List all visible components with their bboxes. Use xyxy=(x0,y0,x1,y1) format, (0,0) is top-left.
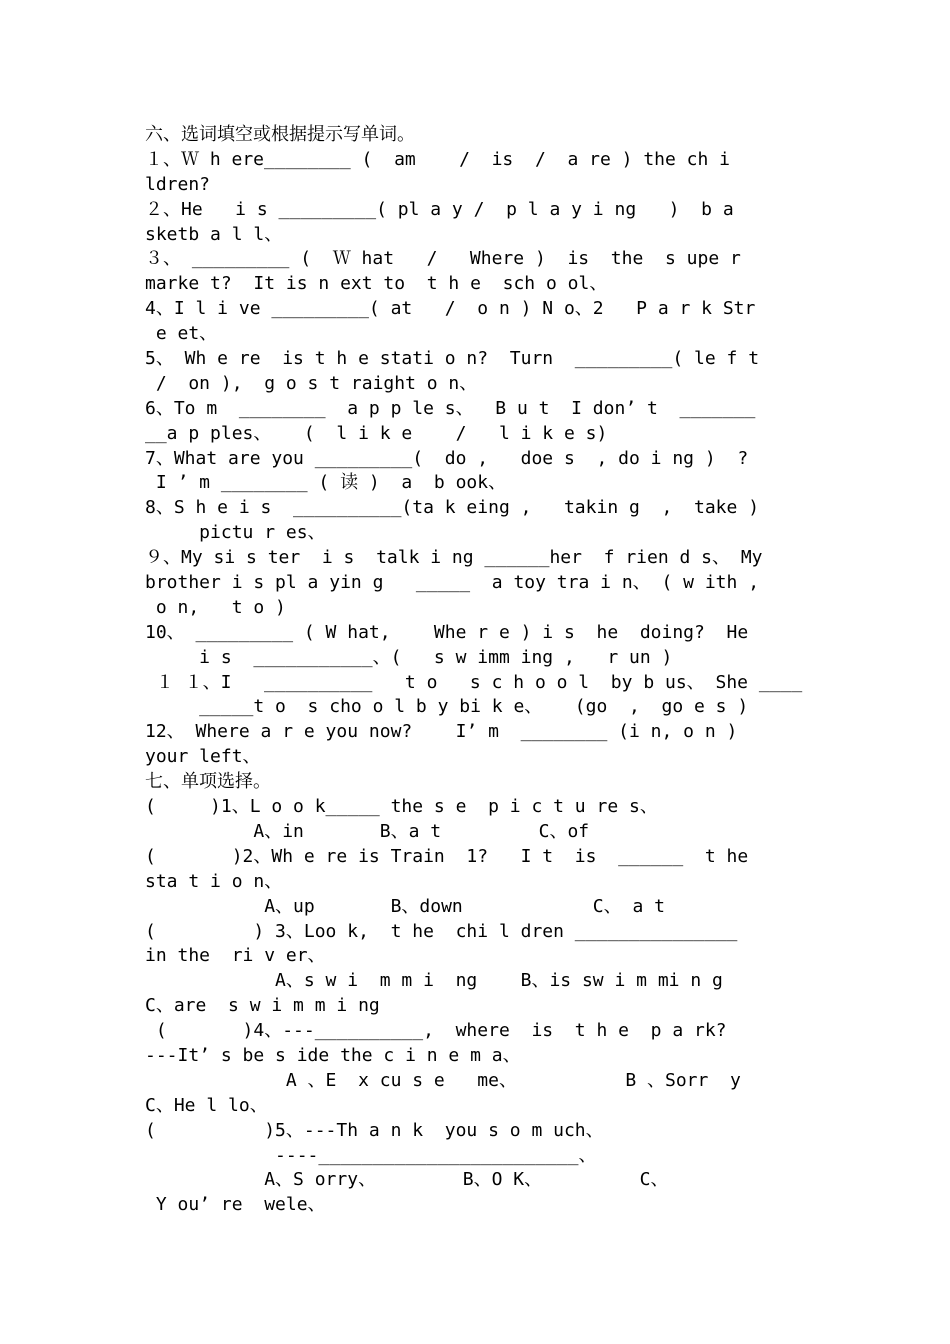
choice-1-question: ( )1、L o o k_____ the s e p i c t u re s、 xyxy=(145,796,658,818)
question-7-line-2: I ’ m ________ ( 读 ) a b ook、 xyxy=(145,472,507,494)
question-10-line-2: i s ___________、( s w imm ing , r un ) xyxy=(145,646,673,668)
question-9-line-3: o n, t o ) xyxy=(145,596,286,618)
question-8-line-1: 8、S h e i s __________(ta k eing , takin g , take ) xyxy=(145,497,760,519)
choice-3-question-cont: in the ri v er、 xyxy=(145,945,326,967)
choice-4-question: ( )4、---__________, where is t h e p a rk? xyxy=(145,1020,727,1042)
question-5-line-2: / on ), g o s t raight o n、 xyxy=(145,372,478,394)
choice-2-options: A、up B、down C、 a t xyxy=(145,895,665,917)
choice-3-options-cont: C、are s w i m m i ng xyxy=(145,995,380,1017)
question-5-line-1: 5、 Wh e re is t h e stati o n? Turn _________( le f t xyxy=(145,348,760,370)
choice-4-question-cont: ---It’ s be s ide the c i n e m a、 xyxy=(145,1044,521,1066)
question-12-line-1: 12、 Where a r e you now? I’ m ________ (i n, o n ) xyxy=(145,721,738,743)
choice-3-question: ( ) 3、Loo k, t he chi l dren _______________ xyxy=(145,920,738,942)
choice-5-options: A、S orry、 B、O K、 C、 xyxy=(145,1169,669,1191)
question-9-line-1: ９、My si s ter i s talk i ng ______her f rien d s、 My xyxy=(145,547,763,569)
choice-1-options: A、in B、a t C、of xyxy=(145,820,590,842)
question-9-line-2: brother i s pl a yin g _____ a toy tra i n、 ( w ith , xyxy=(145,572,760,594)
worksheet xyxy=(145,123,807,1218)
choice-4-options: A 、E x cu s e me、 B 、Sorr y xyxy=(145,1069,741,1091)
question-1-line-1: １、Ｗ h ere________ ( am / is / a re ) the ch i xyxy=(145,148,731,170)
section-heading-multiple-choice: 七、单项选择。 xyxy=(145,771,271,793)
choice-5-options-cont: Y ou’ re wele、 xyxy=(145,1194,326,1216)
question-12-line-2: your left、 xyxy=(145,746,261,768)
question-6-line-2: __a p ples、 ( l i k e / l i k e s) xyxy=(145,422,608,444)
choice-5-question: ( )5、---Th a n k you s o m uch、 xyxy=(145,1119,604,1141)
question-11-line-2: _____t o s cho o l b y bi k e、 (go , go e s ) xyxy=(145,696,749,718)
choice-3-options: A、s w i m m i ng B、is sw i m mi n g xyxy=(145,970,723,992)
question-10-line-1: 10、 _________ ( W hat, Whe r e ) i s he doing? He xyxy=(145,621,749,643)
choice-2-question: ( )2、Wh e re is Train 1? I t is ______ t he xyxy=(145,845,749,867)
question-4-line-2: e et、 xyxy=(145,323,218,345)
question-6-line-1: 6、To m ________ a p p le s、 B u t I don’ t _______ xyxy=(145,397,756,419)
question-4-line-1: 4、I l i ve _________( at / o n ) N o、2 P a r k Str xyxy=(145,298,756,320)
choice-5-answer-blank: ----________________________、 xyxy=(145,1144,597,1166)
question-3-line-2: marke t? It is n ext to t h e sch o ol、 xyxy=(145,273,608,295)
question-1-line-2: ldren? xyxy=(145,173,211,195)
choice-2-question-cont: sta t i o n、 xyxy=(145,870,283,892)
question-7-line-1: 7、What are you _________( do , doe s , do i ng ) ? xyxy=(145,447,749,469)
question-3-line-1: ３、 _________ ( Ｗ hat / Where ) is the s upe r xyxy=(145,248,741,270)
question-2-line-1: ２、He i s _________( pl a y / p l a y i ng ) b a xyxy=(145,198,734,220)
choice-4-options-cont: C、He l lo、 xyxy=(145,1094,268,1116)
question-2-line-2: sketb a l l、 xyxy=(145,223,283,245)
question-8-line-2: pictu r es、 xyxy=(145,522,326,544)
section-heading-fill-in: 六、选词填空或根据提示写单词。 xyxy=(145,124,415,145)
question-11-line-1: １ １、I __________ t o s c h o o l by b us、 She ____ xyxy=(145,671,803,693)
